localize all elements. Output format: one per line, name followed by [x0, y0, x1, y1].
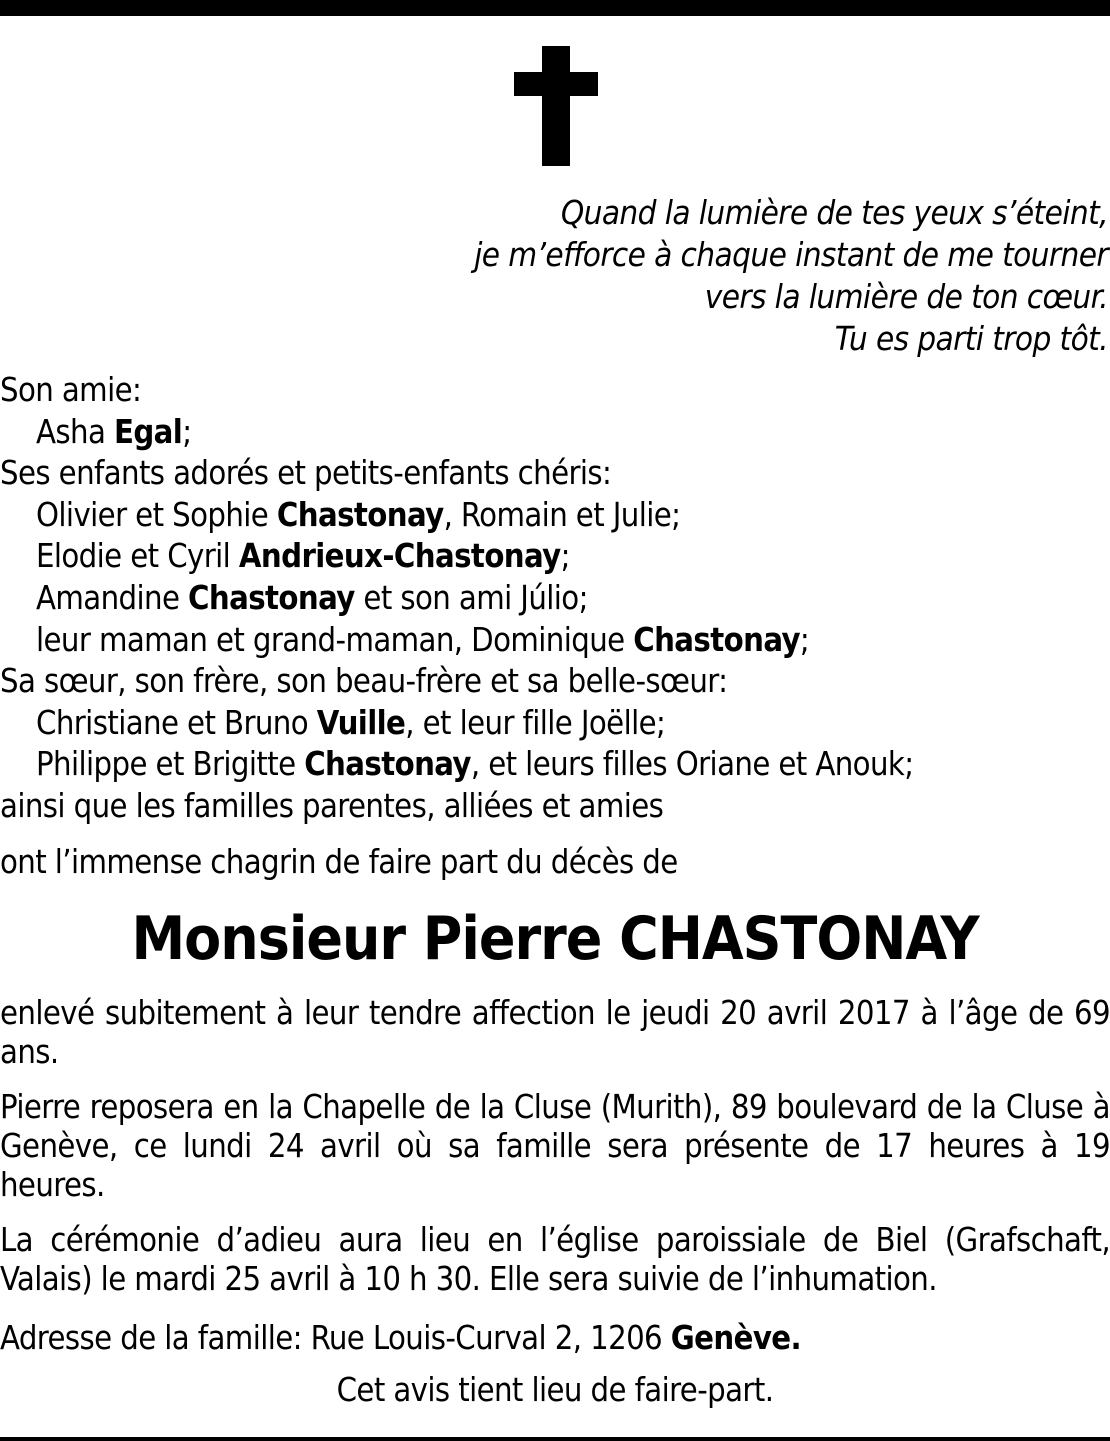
surname: Chastonay [633, 620, 800, 659]
family-member-line: Elodie et Cyril Andrieux-Chastonay; [36, 537, 570, 576]
surname: Egal [113, 412, 183, 451]
deceased-name: Monsieur Pierre CHASTONAY [131, 904, 979, 974]
friend-heading: Son amie: [0, 371, 142, 409]
announcement-text: ont l’immense chagrin de faire part du décès de [0, 843, 678, 881]
epitaph-poem [408, 192, 1108, 360]
closing-note: Cet avis tient lieu de faire-part. [336, 1371, 774, 1409]
family-member-line: Amandine Chastonay et son ami Júlio; [36, 578, 588, 617]
poem-line: vers la lumière de ton cœur. [704, 277, 1108, 316]
family-list [0, 370, 1110, 828]
viewing-paragraph: Pierre reposera en la Chapelle de la Cluse (Murith), 89 boulevard de la Cluse à Genève, ce lundi 24 avril où sa famille sera présente de 17 heures à 19 heures. [0, 1088, 1110, 1204]
extended-family-line: ainsi que les familles parentes, alliées et amies [0, 786, 664, 825]
children-heading: Ses enfants adorés et petits-enfants chéris: [0, 454, 612, 493]
family-member-line: Olivier et Sophie Chastonay, Romain et Julie; [36, 495, 681, 534]
death-paragraph: enlevé subitement à leur tendre affection le jeudi 20 avril 2017 à l’âge de 69 ans. [0, 994, 1110, 1071]
surname: Andrieux-Chastonay [238, 537, 561, 576]
cross-icon [514, 46, 598, 166]
address-city: Genève. [670, 1319, 802, 1357]
poem-line: Tu es parti trop tôt. [834, 319, 1108, 358]
surname: Vuille [316, 703, 406, 742]
family-member-line: Asha Egal; [36, 412, 192, 451]
family-address: Adresse de la famille: Rue Louis-Curval 2, 1206 Genève. [0, 1319, 802, 1357]
poem-line: Quand la lumière de tes yeux s’éteint, [560, 193, 1108, 232]
bottom-border-rule [0, 1437, 1110, 1441]
family-member-line: leur maman et grand-maman, Dominique Chastonay; [36, 620, 810, 659]
poem-line: je m’efforce à chaque instant de me tourner [474, 235, 1108, 274]
family-member-line: Christiane et Bruno Vuille, et leur fille Joëlle; [36, 703, 666, 742]
surname: Chastonay [188, 578, 355, 617]
ceremony-paragraph: La cérémonie d’adieu aura lieu en l’église paroissiale de Biel (Grafschaft, Valais) le mardi 25 avril à 10 h 30. Elle sera suivie de l’inhumation. [0, 1221, 1110, 1298]
surname: Chastonay [304, 745, 471, 784]
surname: Chastonay [276, 495, 444, 534]
family-member-line: Philippe et Brigitte Chastonay, et leurs filles Oriane et Anouk; [36, 745, 914, 784]
siblings-heading: Sa sœur, son frère, son beau-frère et sa belle-sœur: [0, 662, 728, 701]
top-border-rule [0, 0, 1110, 16]
